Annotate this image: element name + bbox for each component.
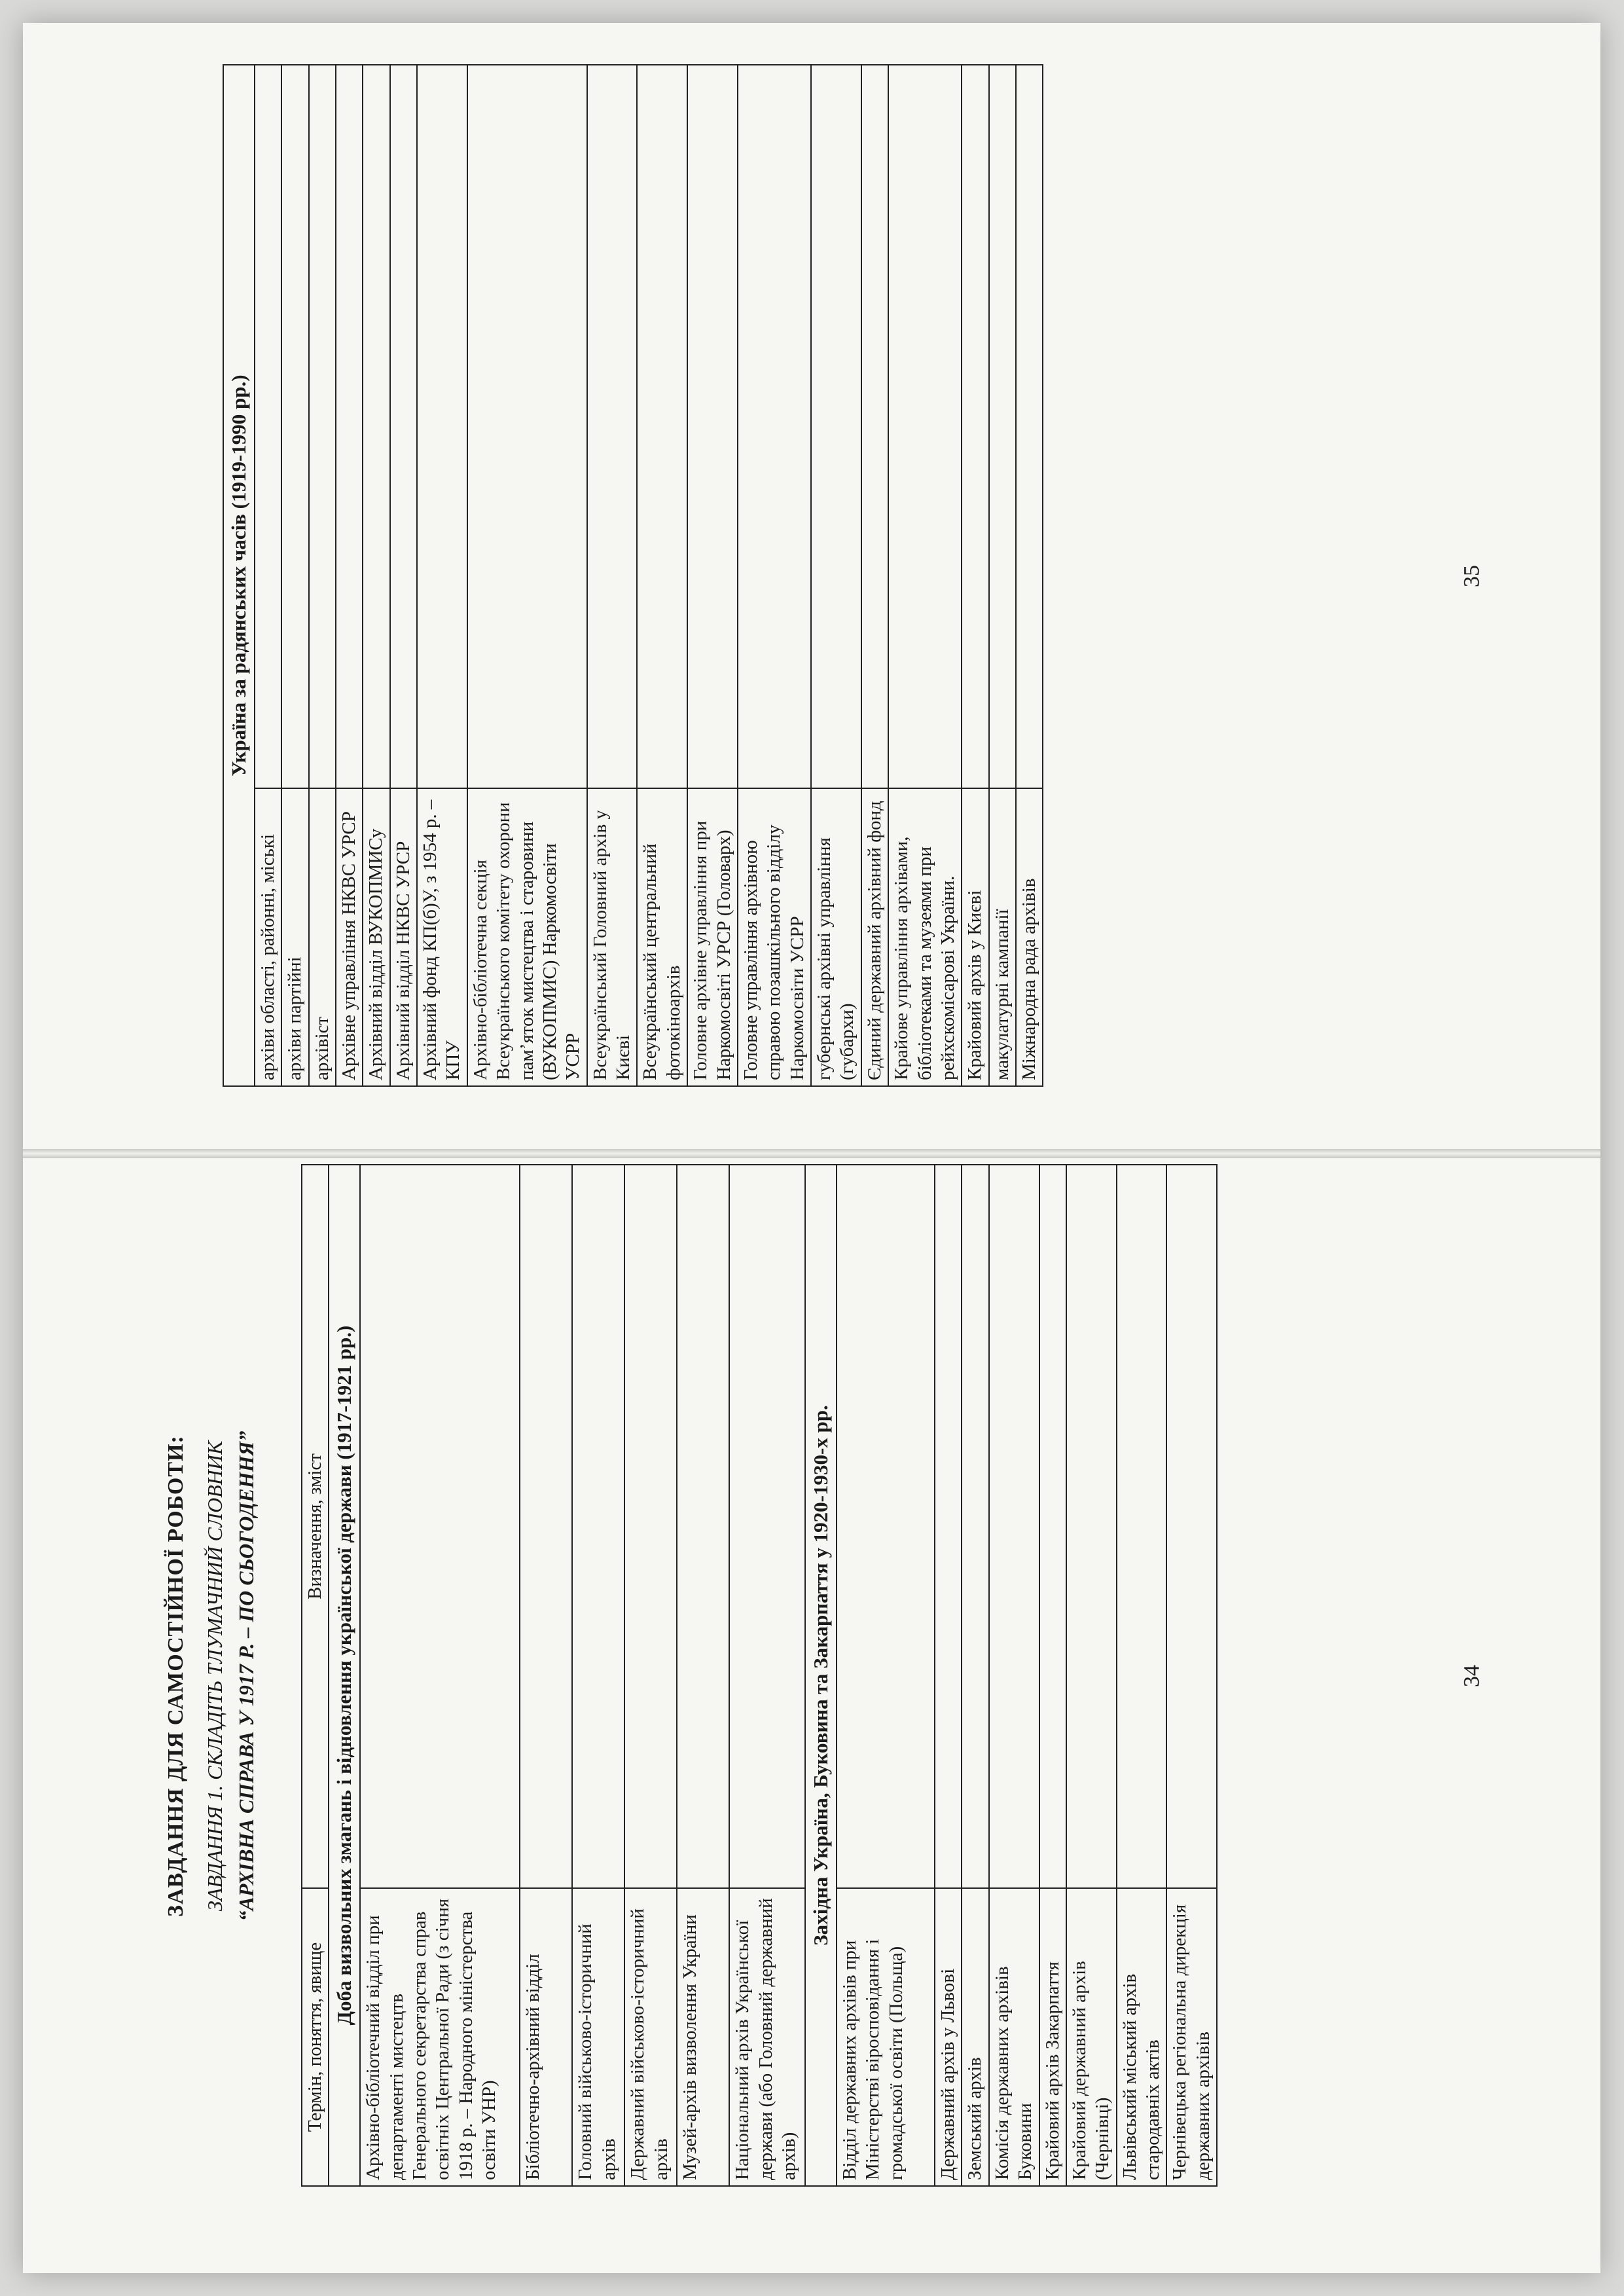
table-header-row bbox=[302, 1165, 329, 2186]
definition-cell bbox=[687, 65, 738, 788]
table-row bbox=[309, 65, 336, 1086]
definition-cell bbox=[888, 65, 962, 788]
table-row bbox=[1066, 1165, 1117, 2186]
section-row bbox=[329, 1165, 360, 2186]
table-row bbox=[935, 1165, 962, 2186]
term-cell: Головний військово-історичний архів bbox=[572, 1888, 624, 2186]
task-title: ЗАВДАННЯ 1. СКЛАДІТЬ ТЛУМАЧНИЙ СЛОВНИК bbox=[203, 1440, 226, 1912]
term-cell: макулатурні кампанії bbox=[989, 788, 1016, 1086]
table-row bbox=[1016, 65, 1043, 1086]
term-cell: Всеукраїнський центральний фотокіноархів bbox=[637, 788, 687, 1086]
definition-cell bbox=[962, 1165, 988, 1888]
term-cell: Архівно-бібліотечний відділ при департаменті мистецтв Генерального секретарства справ освітніх Центральної Ради (з січня 1918 р. – Народного міністерства освіти УНР) bbox=[360, 1888, 520, 2186]
definition-cell bbox=[861, 65, 888, 788]
definition-cell bbox=[624, 1165, 677, 1888]
definition-cell bbox=[417, 65, 467, 788]
table-row bbox=[677, 1165, 729, 2186]
table-row bbox=[281, 65, 308, 1086]
term-cell: Головне архівне управління при Наркомосвіті УРСР (Головарх) bbox=[687, 788, 738, 1086]
definition-cell bbox=[1117, 1165, 1167, 1888]
definition-cell bbox=[363, 65, 389, 788]
table-row bbox=[467, 65, 587, 1086]
glossary-table-left bbox=[301, 1164, 1218, 2187]
column-header-term: Термін, поняття, явище bbox=[302, 1888, 329, 2186]
term-cell: Відділ державних архівів при Міністерстві віросповідання і громадської освіти (Польща) bbox=[837, 1888, 935, 2186]
term-cell: Всеукраїнський Головний архів у Києві bbox=[587, 788, 638, 1086]
definition-cell bbox=[360, 1165, 520, 1888]
definition-cell bbox=[738, 65, 811, 788]
term-cell: губернські архівні управління (губархи) bbox=[811, 788, 861, 1086]
table-row bbox=[837, 1165, 935, 2186]
task-subtitle: “АРХІВНА СПРАВА У 1917 Р. – ПО СЬОГОДЕННЯ” bbox=[234, 1430, 258, 1922]
definition-cell bbox=[837, 1165, 935, 1888]
term-cell: Державний військово-історичний архів bbox=[624, 1888, 677, 2186]
term-cell: Музей-архів визволення України bbox=[677, 1888, 729, 2186]
table-row bbox=[572, 1165, 624, 2186]
term-cell: Архівне управління НКВС УРСР bbox=[336, 788, 363, 1086]
definition-cell bbox=[390, 65, 417, 788]
table-row bbox=[1039, 1165, 1066, 2186]
section-title: Доба визвольних змагань і відновлення української держави (1917-1921 рр.) bbox=[329, 1165, 360, 2186]
page-number: 35 bbox=[1460, 565, 1484, 587]
definition-cell bbox=[572, 1165, 624, 1888]
term-cell: Єдиний державний архівний фонд bbox=[861, 788, 888, 1086]
glossary-table-right bbox=[223, 64, 1043, 1087]
definition-cell bbox=[989, 1165, 1039, 1888]
table-row bbox=[360, 1165, 520, 2186]
definition-cell bbox=[467, 65, 587, 788]
table-row bbox=[962, 65, 988, 1086]
definition-cell bbox=[811, 65, 861, 788]
definition-cell bbox=[336, 65, 363, 788]
page-number: 34 bbox=[1460, 1665, 1484, 1687]
table-row bbox=[637, 65, 687, 1086]
table-row bbox=[587, 65, 638, 1086]
table-row bbox=[989, 65, 1016, 1086]
table-row bbox=[888, 65, 962, 1086]
term-cell: Крайовий архів Закарпаття bbox=[1039, 1888, 1066, 2186]
term-cell: Комісія державних архівів Буковини bbox=[989, 1888, 1039, 2186]
table-row bbox=[255, 65, 281, 1086]
page-header: ЗАВДАННЯ ДЛЯ САМОСТІЙНОЇ РОБОТИ: bbox=[164, 1435, 188, 1917]
term-cell: Крайове управління архівами, бібліотеками та музеями при рейхскомісарові України. bbox=[888, 788, 962, 1086]
table-row bbox=[336, 65, 363, 1086]
definition-cell bbox=[677, 1165, 729, 1888]
table-row bbox=[390, 65, 417, 1086]
definition-cell bbox=[989, 65, 1016, 788]
table-row bbox=[811, 65, 861, 1086]
term-cell: Чернівецька регіональна дирекція державних архівів bbox=[1166, 1888, 1217, 2186]
term-cell: Архівний відділ НКВС УРСР bbox=[390, 788, 417, 1086]
term-cell: Земський архів bbox=[962, 1888, 988, 2186]
term-cell: архіви області, районні, міські bbox=[255, 788, 281, 1086]
table-row bbox=[1166, 1165, 1217, 2186]
definition-cell bbox=[637, 65, 687, 788]
definition-cell bbox=[1016, 65, 1043, 788]
term-cell: Державний архів у Львові bbox=[935, 1888, 962, 2186]
definition-cell bbox=[281, 65, 308, 788]
term-cell: Архівний фонд КП(б)У, з 1954 р. – КПУ bbox=[417, 788, 467, 1086]
section-row bbox=[805, 1165, 837, 2186]
section-title: Західна Україна, Буковина та Закарпаття у 1920-1930-х рр. bbox=[805, 1165, 837, 2186]
term-cell: архівіст bbox=[309, 788, 336, 1086]
term-cell: Міжнародна рада архівів bbox=[1016, 788, 1043, 1086]
table-row bbox=[624, 1165, 677, 2186]
term-cell: Бібліотечно-архівний відділ bbox=[520, 1888, 572, 2186]
definition-cell bbox=[1039, 1165, 1066, 1888]
definition-cell bbox=[729, 1165, 805, 1888]
table-row bbox=[363, 65, 389, 1086]
table-row bbox=[738, 65, 811, 1086]
column-header-definition: Визначення, зміст bbox=[302, 1165, 329, 1888]
definition-cell bbox=[309, 65, 336, 788]
book-spread bbox=[23, 23, 1600, 2273]
term-cell: Національний архів Української держави (або Головний державний архів) bbox=[729, 1888, 805, 2186]
term-cell: Архівний відділ ВУКОПМИСу bbox=[363, 788, 389, 1086]
term-cell: Крайовий державний архів (Чернівці) bbox=[1066, 1888, 1117, 2186]
table-row bbox=[861, 65, 888, 1086]
definition-cell bbox=[1066, 1165, 1117, 1888]
page-34 bbox=[124, 1165, 1545, 2187]
definition-cell bbox=[520, 1165, 572, 1888]
table-row bbox=[687, 65, 738, 1086]
table-row bbox=[417, 65, 467, 1086]
definition-cell bbox=[1166, 1165, 1217, 1888]
table-row bbox=[962, 1165, 988, 2186]
term-cell: архіви партійні bbox=[281, 788, 308, 1086]
table-row bbox=[520, 1165, 572, 2186]
term-cell: Архівно-бібліотечна секція Всеукраїнського комітету охорони пам’яток мистецтва і старовини (ВУКОПМИС) Наркомосвіти УСРР bbox=[467, 788, 587, 1086]
section-row bbox=[223, 65, 255, 1086]
definition-cell bbox=[962, 65, 988, 788]
section-title: Україна за радянських часів (1919-1990 рр.) bbox=[223, 65, 255, 1086]
term-cell: Головне управління архівною справою позашкільного відділу Наркомосвіти УСРР bbox=[738, 788, 811, 1086]
table-row bbox=[1117, 1165, 1167, 2186]
term-cell: Львівський міський архів стародавніх актів bbox=[1117, 1888, 1167, 2186]
term-cell: Крайовий архів у Києві bbox=[962, 788, 988, 1086]
table-row bbox=[989, 1165, 1039, 2186]
definition-cell bbox=[255, 65, 281, 788]
table-row bbox=[729, 1165, 805, 2186]
definition-cell bbox=[587, 65, 638, 788]
page-35 bbox=[124, 65, 1545, 1087]
book-gutter bbox=[23, 1149, 1600, 1158]
definition-cell bbox=[935, 1165, 962, 1888]
